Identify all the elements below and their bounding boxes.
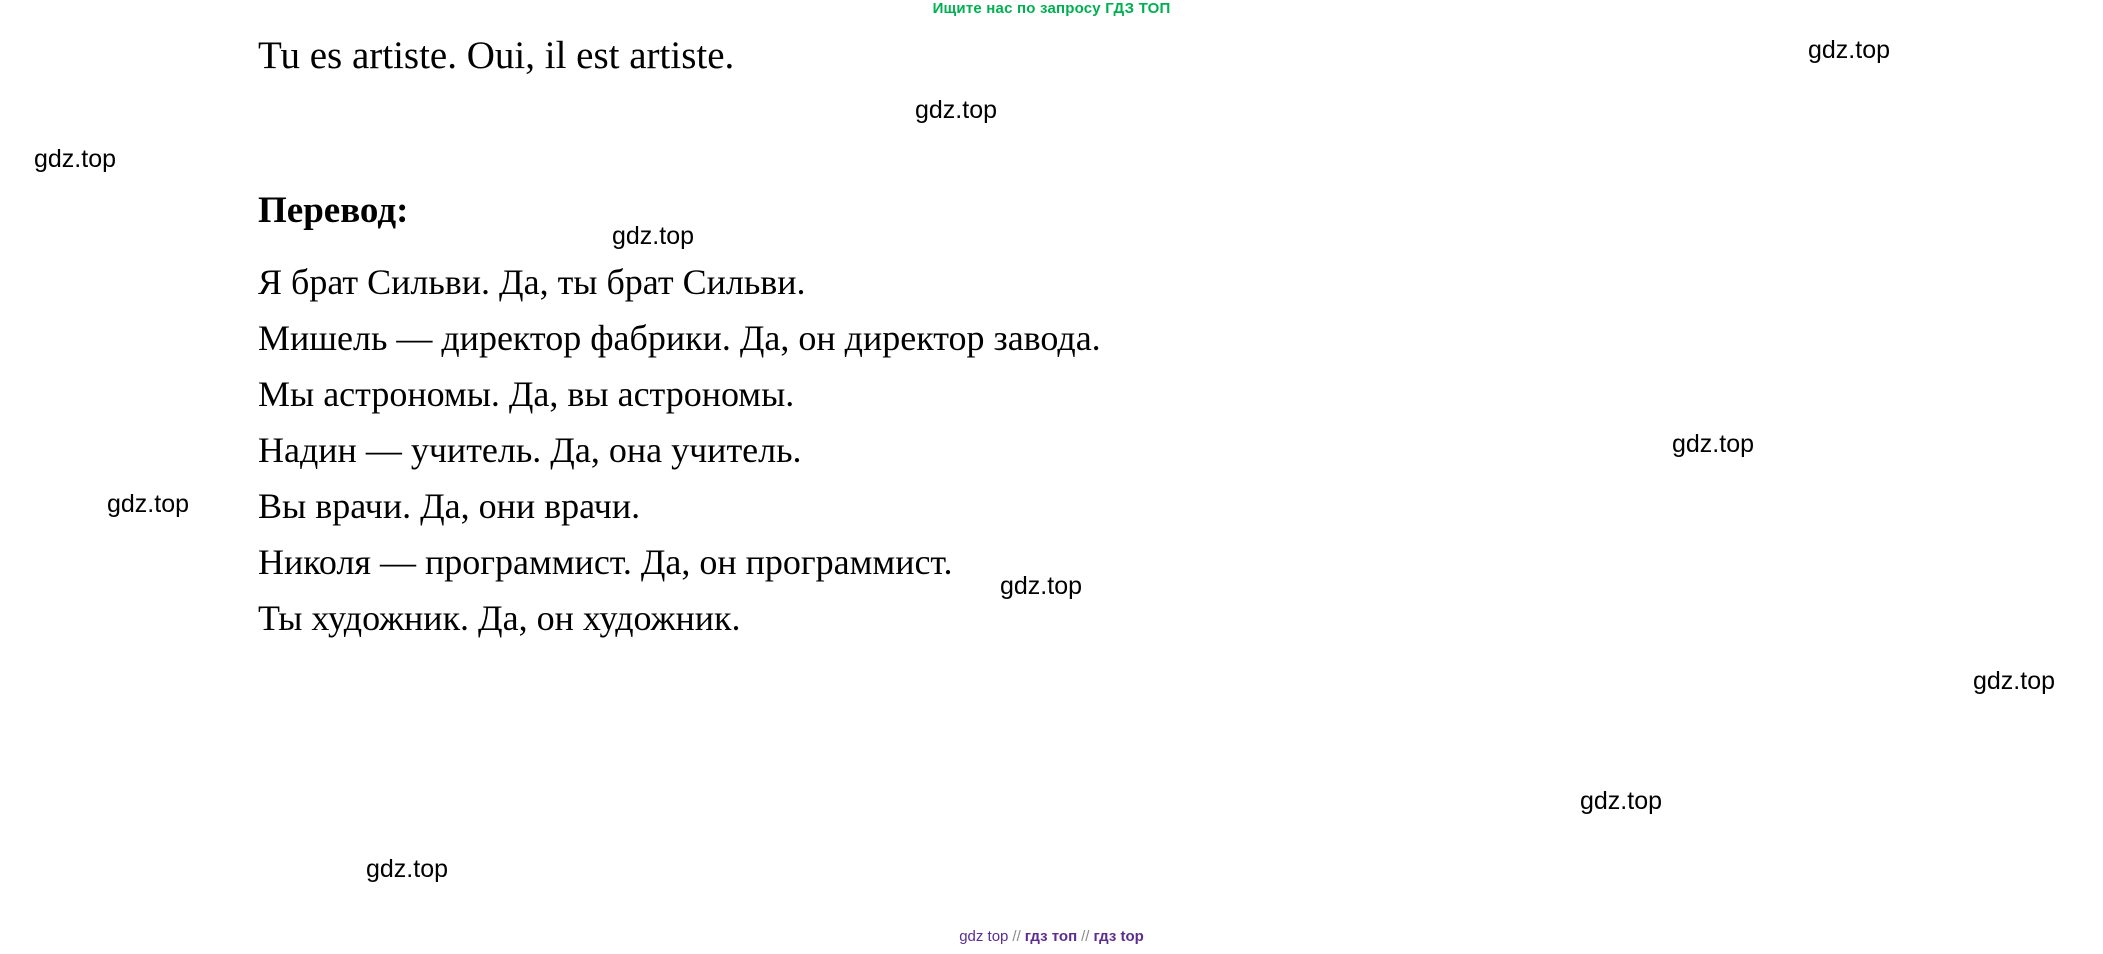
footer-separator: // (1012, 928, 1021, 945)
watermark: gdz.top (34, 145, 117, 173)
watermark: gdz.top (1580, 787, 1663, 815)
list-item: Мишель — директор фабрики. Да, он директор завода. (258, 318, 1101, 358)
watermark: gdz.top (1672, 430, 1755, 458)
watermark: gdz.top (107, 490, 190, 518)
top-banner: Ищите нас по запросу ГДЗ ТОП (932, 0, 1171, 17)
list-item: Я брат Сильви. Да, ты брат Сильви. (258, 262, 806, 302)
list-item: Вы врачи. Да, они врачи. (258, 486, 641, 526)
footer-separator: // (1081, 928, 1090, 945)
watermark: gdz.top (915, 96, 998, 124)
list-item: Надин — учитель. Да, она учитель. (258, 430, 802, 470)
list-item: Мы астрономы. Да, вы астрономы. (258, 374, 795, 414)
watermark: gdz.top (1000, 572, 1083, 600)
watermark: gdz.top (612, 222, 695, 250)
watermark: gdz.top (1973, 667, 2056, 695)
french-sentence-line: Tu es artiste. Oui, il est artiste. (258, 34, 735, 77)
translation-heading: Перевод: (258, 190, 409, 231)
list-item: Николя — программист. Да, он программист. (258, 542, 953, 582)
footer-link-gdz-top-ru[interactable]: гдз топ (1024, 928, 1078, 945)
watermark: gdz.top (1808, 36, 1891, 64)
footer-link-gdz-top[interactable]: gdz top (959, 928, 1009, 945)
document-content (258, 30, 1758, 646)
watermark: gdz.top (366, 855, 449, 883)
list-item: Ты художник. Да, он художник. (258, 598, 741, 638)
translation-list (258, 254, 1758, 646)
footer-link-gdz-top-mixed[interactable]: гдз top (1093, 928, 1144, 945)
footer-links (0, 928, 2103, 945)
